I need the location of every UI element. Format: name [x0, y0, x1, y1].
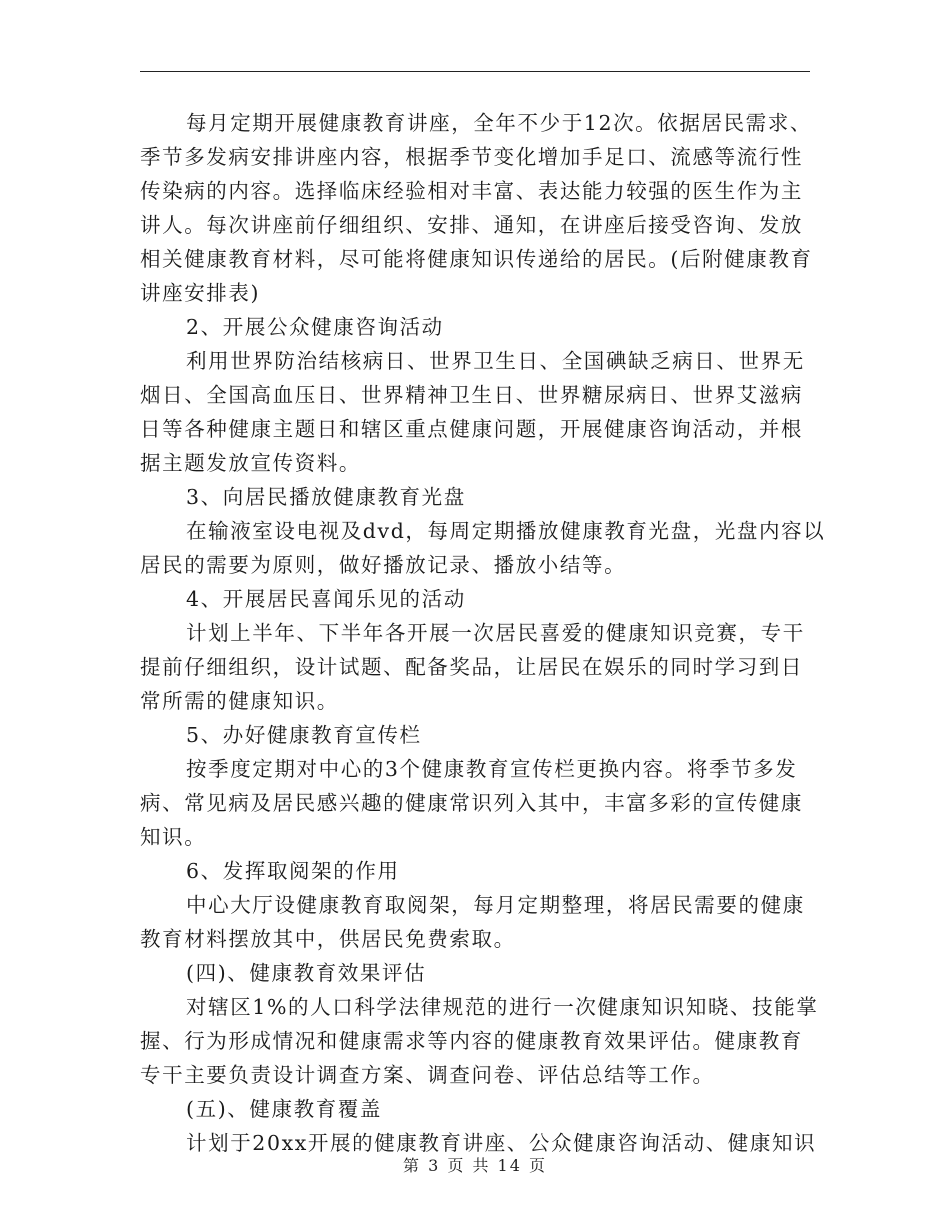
paragraph-first-line: 利用世界防治结核病日、世界卫生日、全国碘缺乏病日、世界无: [186, 349, 805, 373]
paragraph-line: 教育材料摆放其中，供居民免费索取。: [140, 927, 516, 951]
paragraph-line: 专干主要负责设计调查方案、调查问卷、评估总结等工作。: [140, 1063, 715, 1087]
paragraph-line: 居民的需要为原则，做好播放记录、播放小结等。: [140, 553, 627, 577]
paragraph-line: 病、常见病及居民感兴趣的健康常识列入其中，丰富多彩的宣传健康: [140, 791, 803, 815]
paragraph-first-line: 每月定期开展健康教育讲座，全年不少于12次。依据居民需求、: [186, 111, 812, 135]
paragraph-first-line: 在输液室设电视及dvd，每周定期播放健康教育光盘，光盘内容以: [186, 519, 826, 543]
paragraph-first-line: 3、向居民播放健康教育光盘: [186, 485, 466, 509]
paragraph-first-line: 5、办好健康教育宣传栏: [186, 723, 422, 747]
paragraph-line: 传染病的内容。选择临床经验相对丰富、表达能力较强的医生作为主: [140, 179, 803, 203]
paragraph-first-line: 按季度定期对中心的3个健康教育宣传栏更换内容。将季节多发: [186, 757, 798, 781]
paragraph-line: 握、行为形成情况和健康需求等内容的健康教育效果评估。健康教育: [140, 1029, 803, 1053]
paragraph-line: 季节多发病安排讲座内容，根据季节变化增加手足口、流感等流行性: [140, 145, 803, 169]
paragraph-line: 据主题发放宣传资料。: [140, 451, 361, 475]
paragraph-first-line: 计划上半年、下半年各开展一次居民喜爱的健康知识竞赛，专干: [186, 621, 805, 645]
paragraph-first-line: (四)、健康教育效果评估: [186, 961, 427, 985]
paragraph-first-line: 6、发挥取阅架的作用: [186, 859, 400, 883]
paragraph-line: 提前仔细组织，设计试题、配备奖品，让居民在娱乐的同时学习到日: [140, 655, 803, 679]
header-rule: [140, 71, 810, 72]
paragraph-line: 日等各种健康主题日和辖区重点健康问题，开展健康咨询活动，并根: [140, 417, 803, 441]
paragraph-line: 知识。: [140, 825, 207, 849]
paragraph-first-line: 4、开展居民喜闻乐见的活动: [186, 587, 466, 611]
paragraph-line: 烟日、全国高血压日、世界精神卫生日、世界糖尿病日、世界艾滋病: [140, 383, 803, 407]
paragraph-line: 常所需的健康知识。: [140, 689, 339, 713]
document-body: [140, 106, 826, 1160]
paragraph-line: 讲人。每次讲座前仔细组织、安排、通知，在讲座后接受咨询、发放: [140, 213, 803, 237]
paragraph-first-line: 对辖区1%的人口科学法律规范的进行一次健康知识知晓、技能掌: [186, 995, 819, 1019]
paragraph-first-line: 中心大厅设健康教育取阅架，每月定期整理，将居民需要的健康: [186, 893, 805, 917]
page-footer: 第 3 页 共 14 页: [403, 1156, 547, 1175]
paragraph-first-line: 计划于20xx开展的健康教育讲座、公众健康咨询活动、健康知识: [186, 1131, 817, 1155]
paragraph-first-line: (五)、健康教育覆盖: [186, 1097, 382, 1121]
paragraph-line: 相关健康教育材料，尽可能将健康知识传递给的居民。(后附健康教育: [140, 247, 813, 271]
paragraph-line: 讲座安排表): [140, 281, 261, 305]
paragraph-first-line: 2、开展公众健康咨询活动: [186, 315, 444, 339]
